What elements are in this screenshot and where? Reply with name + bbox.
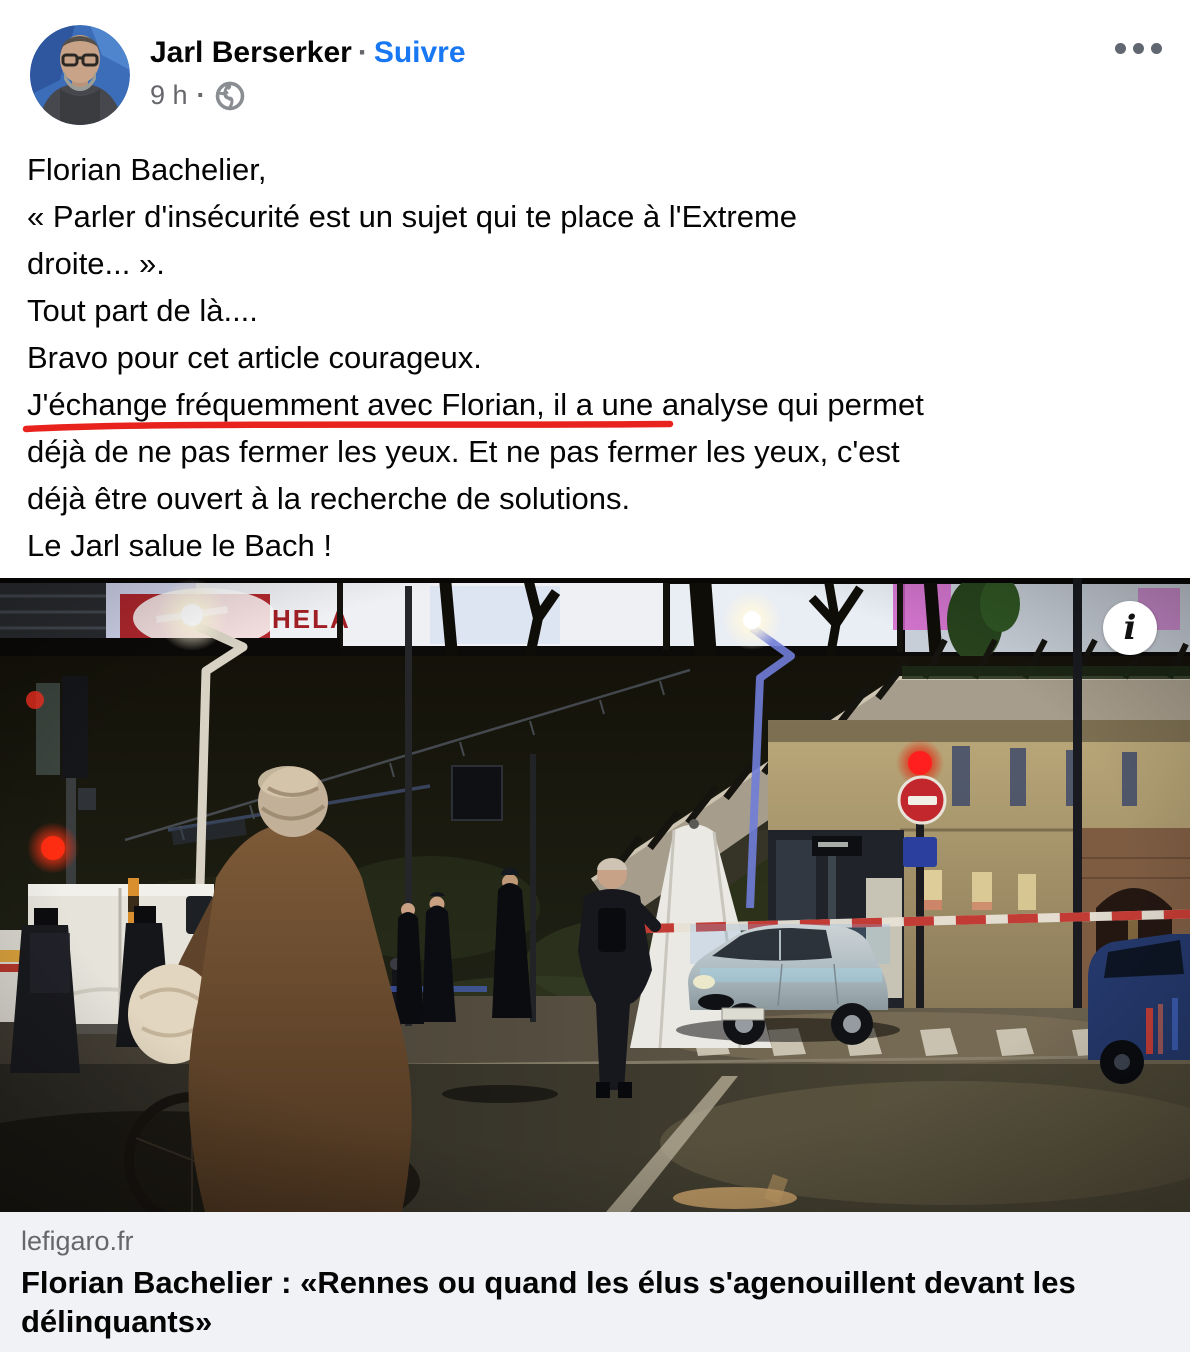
more-options-icon [1115, 43, 1126, 54]
post-line: « Parler d'insécurité est un sujet qui te place à l'Extreme [27, 199, 798, 234]
timestamp[interactable]: 9 h [150, 80, 188, 110]
more-options-button[interactable] [1092, 28, 1162, 68]
meta-separator: · [196, 80, 206, 110]
header-separator: · [357, 36, 368, 69]
author-name[interactable]: Jarl Berserker [150, 36, 352, 69]
info-icon: i [1123, 608, 1137, 648]
photo-info-button[interactable] [1103, 601, 1157, 655]
post-line: Bravo pour cet article courageux. [27, 340, 482, 375]
headline-line: délinquants» [21, 1304, 213, 1339]
post-header [150, 36, 466, 70]
post-line: droite... ». [27, 246, 165, 281]
link-preview-card[interactable] [0, 1212, 1190, 1352]
headline-line: Florian Bachelier : «Rennes ou quand les élus s'agenouillent devant les [21, 1265, 1076, 1300]
link-domain: lefigaro.fr [21, 1226, 134, 1256]
post-line-underlined: J'échange fréquemment avec Florian, il a une analyse qui permet [27, 387, 924, 422]
avatar-image [30, 25, 130, 125]
profile-avatar[interactable] [30, 25, 130, 125]
post-meta [150, 80, 245, 111]
post-line: Le Jarl salue le Bach ! [27, 528, 333, 563]
follow-button[interactable]: Suivre [373, 36, 466, 69]
post-body [27, 146, 1177, 569]
more-options-icon [1133, 43, 1144, 54]
street-scene-image [0, 578, 1190, 1212]
post-line: Florian Bachelier, [27, 152, 267, 187]
post-line: déjà de ne pas fermer les yeux. Et ne pas fermer les yeux, c'est [27, 434, 900, 469]
link-headline [21, 1263, 1166, 1341]
post-line: Tout part de là.... [27, 293, 258, 328]
globe-icon [215, 81, 245, 111]
more-options-icon [1151, 43, 1162, 54]
post-photo[interactable] [0, 578, 1190, 1212]
post-line: déjà être ouvert à la recherche de solutions. [27, 481, 631, 516]
